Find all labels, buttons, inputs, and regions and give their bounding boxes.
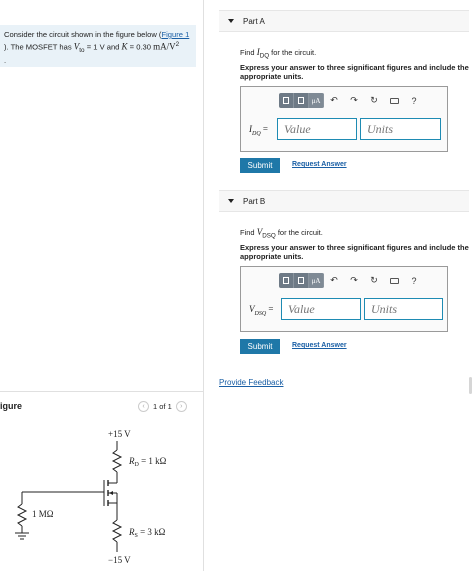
ground-symbol [15,533,29,539]
rs-label: $R_S = 3$ kΩ [129,527,166,539]
vss-label: −15 V [108,555,131,565]
rd-resistor [113,450,121,472]
part-b-request-answer-link[interactable]: Request Answer [292,342,347,349]
figure-link[interactable]: Figure 1 [161,30,190,39]
vdd-label: +15 V [108,429,131,439]
problem-statement: Consider the circuit shown in the figure below (Figure 1 ). The MOSFET has $V_{to} = 1$ V and K = 0.30 $mA/V^2$ . [0,25,196,67]
part-a-instruction: Express your answer to three significant figures and include the appropriate units. [240,63,469,81]
collapse-triangle-icon[interactable] [228,19,234,23]
circuit-diagram [0,420,200,571]
part-b-toolbar [279,273,424,288]
rg-label: 1 MΩ [32,509,54,519]
part-a-submit-button[interactable]: Submit [240,158,280,173]
keyboard-icon[interactable] [384,93,404,108]
rd-label: $R_D = 1$ kΩ [129,456,167,468]
part-b-question: Find $V_{DSQ}$ for the circuit. [240,227,323,240]
part-b-units-input[interactable] [364,298,443,320]
pager-text: 1 of 1 [153,402,172,411]
chevron-left-icon[interactable]: ‹ [138,401,149,412]
panel-divider [203,0,204,571]
part-b-title: Part B [243,196,266,206]
part-a-title: Part A [243,16,265,26]
provide-feedback-link[interactable]: Provide Feedback [219,378,284,387]
part-b-value-input[interactable] [281,298,361,320]
scrollbar-thumb[interactable] [469,377,472,394]
template-icon[interactable] [294,93,309,108]
chevron-right-icon[interactable]: › [176,401,187,412]
figure-divider [0,391,203,392]
redo-icon[interactable]: ↷ [350,95,358,105]
help-icon[interactable]: ? [411,275,417,286]
reset-icon[interactable]: ↻ [370,275,378,285]
undo-icon[interactable]: ↶ [330,275,338,285]
part-a-value-input[interactable] [277,118,357,140]
figure-title: igure [0,401,23,411]
mu-units-icon[interactable]: μA [309,273,324,288]
help-icon[interactable]: ? [411,95,417,106]
part-b-header[interactable] [219,190,469,212]
undo-icon[interactable]: ↶ [330,95,338,105]
template-icon[interactable] [279,93,294,108]
mosfet-symbol [104,480,117,506]
reset-icon[interactable]: ↻ [370,95,378,105]
part-b-instruction: Express your answer to three significant figures and include the appropriate units. [240,243,469,261]
collapse-triangle-icon[interactable] [228,199,234,203]
part-b-answer-box [240,266,448,332]
part-a-field-label: $I_{DQ}$ = [249,124,268,137]
rs-resistor [113,520,121,542]
mu-units-icon[interactable]: μA [309,93,324,108]
part-a-toolbar [279,93,424,108]
problem-text: Consider the circuit shown in the figure below ( [4,30,162,39]
redo-icon[interactable]: ↷ [350,275,358,285]
part-a-header[interactable] [219,10,469,32]
part-a-units-input[interactable] [360,118,441,140]
part-b-field-label: $V_{DSQ}$ = [249,304,274,317]
keyboard-icon[interactable] [384,273,404,288]
figure-pager [138,401,187,412]
part-a-question: Find $I_{DQ}$ for the circuit. [240,47,317,60]
part-a-answer-box [240,86,448,152]
part-a-request-answer-link[interactable]: Request Answer [292,161,347,168]
part-b-submit-button[interactable]: Submit [240,339,280,354]
rg-resistor [18,504,26,526]
template-icon[interactable] [279,273,294,288]
template-icon[interactable] [294,273,309,288]
